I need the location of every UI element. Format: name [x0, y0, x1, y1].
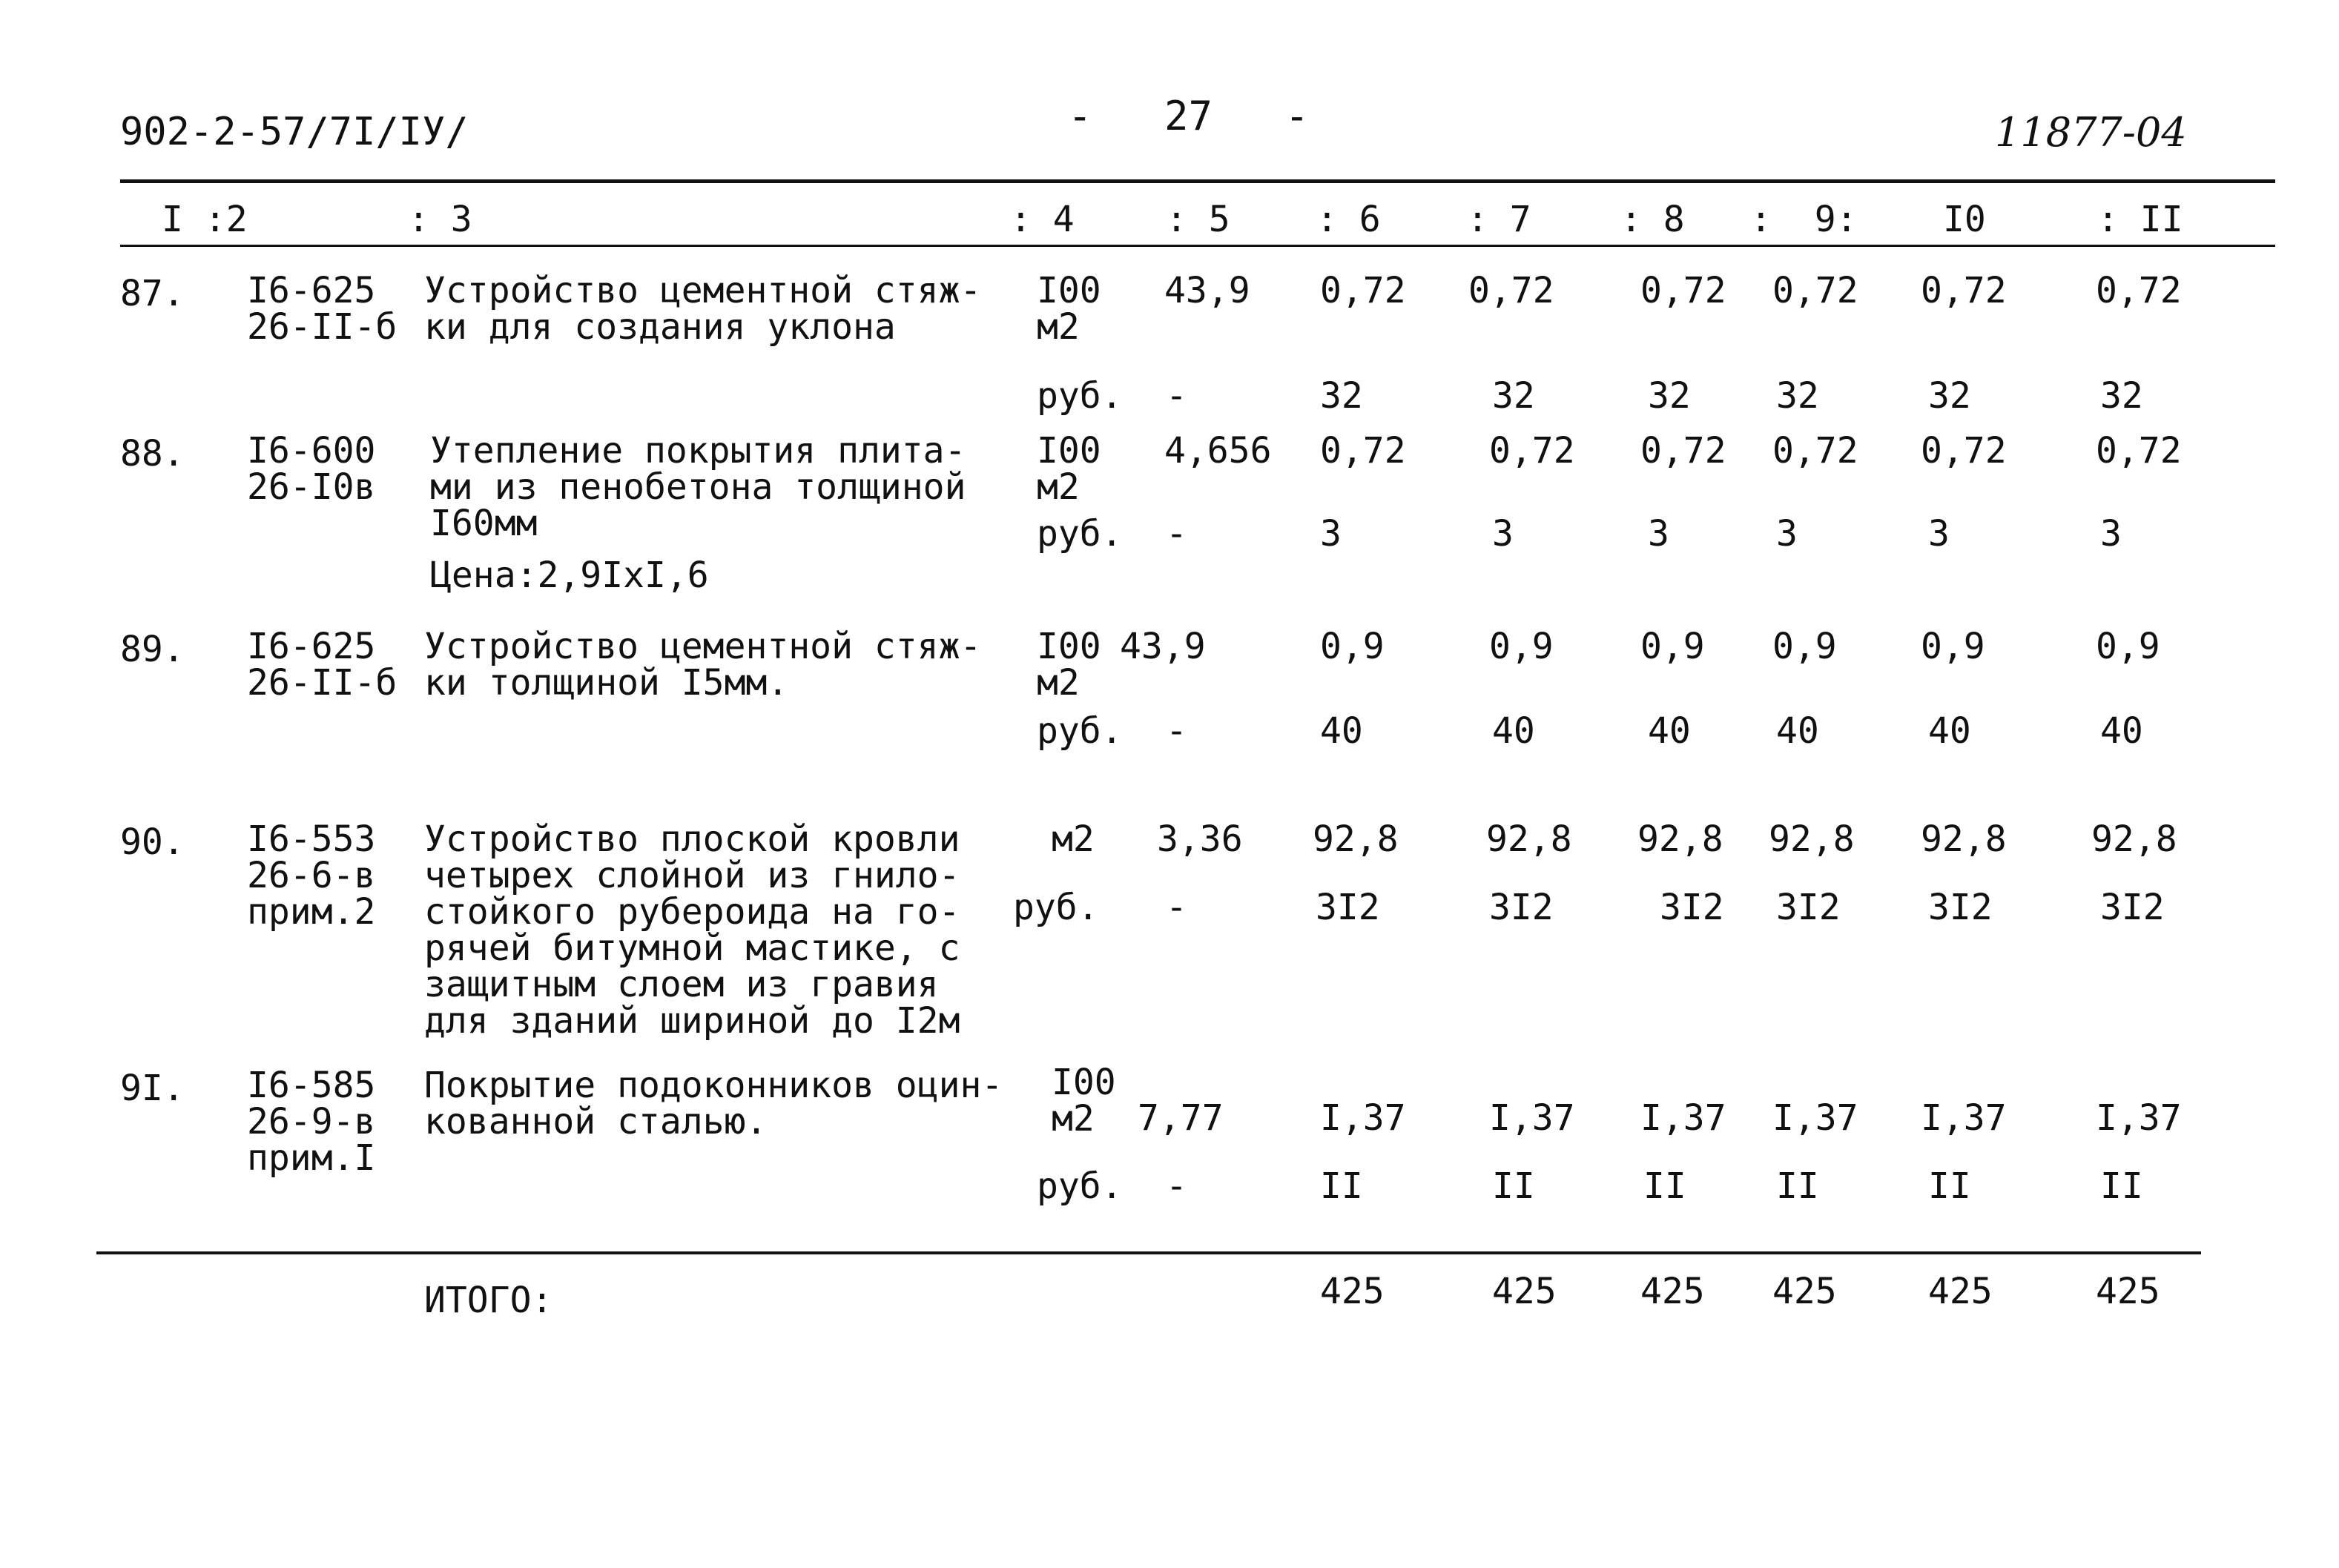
- quantity: 4,656: [1164, 430, 1272, 472]
- work-description: Устройство плоской кровли четырех слойной из гнило- стойкого рубероида на го- рячей битумной мастике, с защитным слоем из гравия для зданий шириной до I2м: [424, 818, 960, 1042]
- price-col-9: 3I2: [1776, 887, 1841, 928]
- col-header-5: : 5: [1166, 199, 1230, 240]
- value-col-9: 92,8: [1769, 818, 1855, 860]
- value-col-9: 0,9: [1772, 626, 1837, 667]
- col-header-8: : 8: [1620, 199, 1685, 240]
- quantity: 3,36: [1157, 818, 1243, 860]
- price-col-6: 3I2: [1316, 887, 1380, 928]
- work-description: Покрытие подоконников оцин- кованной сталью.: [424, 1065, 1003, 1142]
- total-col-8: 425: [1640, 1271, 1705, 1312]
- unit: I00 м2: [1037, 270, 1101, 348]
- unit: I00 м2: [1052, 1062, 1116, 1139]
- price-col-10: II: [1928, 1165, 1971, 1207]
- price-col-11: 3I2: [2100, 887, 2165, 928]
- price-col-9: 40: [1776, 710, 1819, 752]
- page-number: - 27 -: [1068, 93, 1310, 139]
- value-col-10: 0,9: [1921, 626, 1985, 667]
- value-col-7: 0,72: [1468, 270, 1554, 311]
- value-col-8: I,37: [1640, 1097, 1726, 1139]
- value-col-6: 0,9: [1320, 626, 1385, 667]
- price-col-6: II: [1320, 1165, 1363, 1207]
- value-col-11: 0,72: [2096, 430, 2182, 472]
- col-header-7: : 7: [1467, 199, 1531, 240]
- price-col-9: 3: [1776, 513, 1798, 555]
- price-dash: -: [1166, 513, 1187, 555]
- price-col-11: 40: [2100, 710, 2143, 752]
- quantity: 43,9: [1164, 270, 1250, 311]
- price-col-10: 40: [1928, 710, 1971, 752]
- price-dash: -: [1166, 887, 1187, 928]
- row-number: 9I.: [120, 1068, 185, 1109]
- norm-code: I6-600 26-I0в: [247, 430, 376, 508]
- col-header-10: I0: [1943, 199, 1986, 240]
- price-col-11: 32: [2100, 375, 2143, 417]
- col-header-6: : 6: [1316, 199, 1381, 240]
- price-col-8: 40: [1648, 710, 1691, 752]
- row-number: 89.: [120, 629, 185, 670]
- value-col-8: 92,8: [1637, 818, 1723, 860]
- value-col-6: 0,72: [1320, 430, 1406, 472]
- price-col-7: 32: [1492, 375, 1535, 417]
- price-col-6: 40: [1320, 710, 1363, 752]
- value-col-11: I,37: [2096, 1097, 2182, 1139]
- value-col-9: I,37: [1772, 1097, 1858, 1139]
- price-unit: руб.: [1037, 1165, 1123, 1207]
- total-col-9: 425: [1772, 1271, 1837, 1312]
- value-col-7: 0,72: [1489, 430, 1575, 472]
- row-number: 88.: [120, 433, 185, 474]
- norm-code: I6-553 26-6-в прим.2: [247, 818, 376, 933]
- col-header-3: : 3: [408, 199, 472, 240]
- total-col-10: 425: [1928, 1271, 1993, 1312]
- value-col-10: 0,72: [1921, 270, 2007, 311]
- unit: I00 м2: [1037, 430, 1101, 508]
- value-col-6: 92,8: [1313, 818, 1399, 860]
- value-col-11: 0,72: [2096, 270, 2182, 311]
- quantity: 43,9: [1120, 626, 1206, 667]
- value-col-8: 0,72: [1640, 430, 1726, 472]
- price-col-9: 32: [1776, 375, 1819, 417]
- norm-code: I6-625 26-II-б: [247, 270, 397, 348]
- col-header-11: : II: [2097, 199, 2183, 240]
- value-col-6: 0,72: [1320, 270, 1406, 311]
- row-number: 90.: [120, 821, 185, 863]
- col-header-9: : 9:: [1750, 199, 1858, 240]
- value-col-7: 92,8: [1486, 818, 1572, 860]
- price-col-9: II: [1776, 1165, 1819, 1207]
- price-unit: руб.: [1013, 887, 1099, 928]
- document-code: 902-2-57/7I/IУ/: [120, 110, 469, 154]
- price-dash: -: [1166, 375, 1187, 417]
- work-description: Утепление покрытия плита- ми из пенобетона толщиной I60мм: [430, 430, 966, 544]
- value-col-11: 0,9: [2096, 626, 2160, 667]
- price-col-8: 32: [1648, 375, 1691, 417]
- row-number: 87.: [120, 273, 185, 314]
- price-col-10: 32: [1928, 375, 1971, 417]
- price-col-7: II: [1492, 1165, 1535, 1207]
- price-col-10: 3I2: [1928, 887, 1993, 928]
- price-col-7: 40: [1492, 710, 1535, 752]
- price-col-10: 3: [1928, 513, 1950, 555]
- price-col-11: II: [2100, 1165, 2143, 1207]
- norm-code: I6-585 26-9-в прим.I: [247, 1065, 376, 1179]
- total-col-6: 425: [1320, 1271, 1385, 1312]
- price-col-7: 3: [1492, 513, 1514, 555]
- price-col-6: 3: [1320, 513, 1342, 555]
- price-unit: руб.: [1037, 710, 1123, 752]
- work-description: Устройство цементной стяж- ки толщиной I5мм.: [424, 626, 982, 704]
- archive-number: 11877-04: [1995, 109, 2187, 156]
- unit: I00 м2: [1037, 626, 1101, 704]
- price-col-7: 3I2: [1489, 887, 1554, 928]
- value-col-8: 0,72: [1640, 270, 1726, 311]
- price-unit: руб.: [1037, 375, 1123, 417]
- price-note: Цена:2,9IxI,6: [430, 555, 709, 596]
- price-col-6: 32: [1320, 375, 1363, 417]
- price-unit: руб.: [1037, 513, 1123, 555]
- value-col-7: I,37: [1489, 1097, 1575, 1139]
- norm-code: I6-625 26-II-б: [247, 626, 397, 704]
- work-description: Устройство цементной стяж- ки для создания уклона: [424, 270, 982, 348]
- header-bottom-rule: [120, 245, 2275, 247]
- col-header-1-2: I :2: [162, 199, 248, 240]
- price-col-8: II: [1643, 1165, 1686, 1207]
- table-top-rule: [120, 179, 2275, 183]
- value-col-10: I,37: [1921, 1097, 2007, 1139]
- value-col-10: 92,8: [1921, 818, 2007, 860]
- value-col-7: 0,9: [1489, 626, 1554, 667]
- total-label: ИТОГО:: [424, 1280, 553, 1321]
- price-col-8: 3: [1648, 513, 1669, 555]
- price-col-8: 3I2: [1660, 887, 1724, 928]
- table-bottom-rule: [96, 1251, 2201, 1254]
- value-col-6: I,37: [1320, 1097, 1406, 1139]
- price-dash: -: [1166, 1165, 1187, 1207]
- quantity: 7,77: [1138, 1097, 1224, 1139]
- value-col-8: 0,9: [1640, 626, 1705, 667]
- col-header-4: : 4: [1010, 199, 1075, 240]
- value-col-9: 0,72: [1772, 270, 1858, 311]
- value-col-11: 92,8: [2091, 818, 2177, 860]
- price-dash: -: [1166, 710, 1187, 752]
- value-col-9: 0,72: [1772, 430, 1858, 472]
- unit: м2: [1052, 818, 1095, 860]
- total-col-11: 425: [2096, 1271, 2160, 1312]
- total-col-7: 425: [1492, 1271, 1557, 1312]
- price-col-11: 3: [2100, 513, 2122, 555]
- value-col-10: 0,72: [1921, 430, 2007, 472]
